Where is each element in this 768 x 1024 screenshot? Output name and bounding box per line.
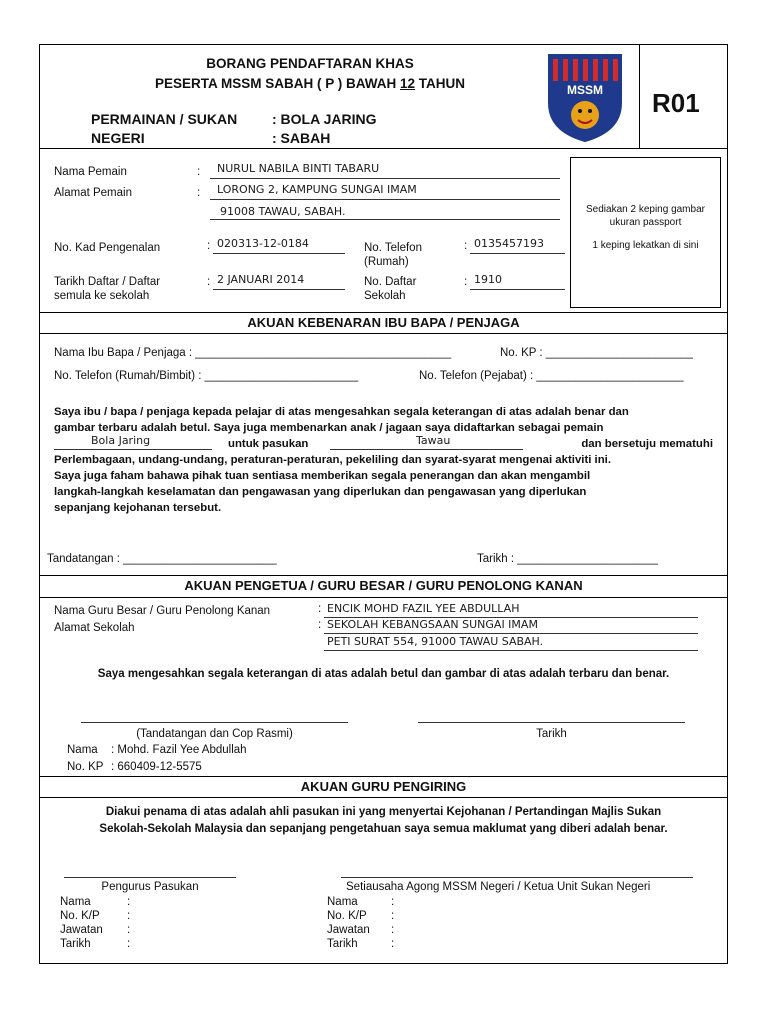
school-reg-label-2: Sekolah [364,290,406,302]
date-caption: Tarikh [536,728,567,740]
school-address-line1: SEKOLAH KEBANGSAAN SUNGAI IMAM [327,618,538,631]
underline [470,289,565,290]
photo-instruction-1: Sediakan 2 keping gambar [586,204,705,215]
player-address-label: Alamat Pemain [54,187,132,199]
declaration-line: Perlembagaan, undang-undang, peraturan-peraturan, pekeliling dan syarat-syarat mengenai aktiviti ini. [54,454,612,466]
school-reg-label: No. Daftar [364,276,417,288]
player-address-line1: LORONG 2, KAMPUNG SUNGAI IMAM [217,183,417,196]
subtitle-prefix: PESERTA MSSM SABAH ( P ) BAWAH [154,76,397,91]
field-label: Jawatan [327,924,370,936]
field-label: Nama [327,896,358,908]
colon: : [464,276,468,288]
field-label: Jawatan [60,924,103,936]
colon: : [127,938,131,950]
school-reg-value: 1910 [474,273,502,286]
parent-name-label: Nama Ibu Bapa / Penjaga : ________________________________________ [54,347,452,359]
colon: : [127,896,131,908]
signature-line [64,877,236,878]
game-label: PERMAINAN / SUKAN [91,111,238,127]
logo-text: MSSM [567,83,603,97]
subtitle-age: 12 [400,76,416,91]
ic-label: No. Kad Pengenalan [54,242,161,254]
section-divider [39,597,728,598]
field-label: Tarikh [60,938,91,950]
declaration-fill-line [54,436,713,452]
sport-fill: Bola Jaring [91,434,151,447]
colon: : [197,187,201,199]
section-divider [39,776,728,777]
player-name-value: NURUL NABILA BINTI TABARU [217,162,380,175]
photo-instruction-3: 1 keping lekatkan di sini [592,240,699,251]
colon: : [127,924,131,936]
photo-instruction-2: ukuran passport [609,217,682,228]
escort-section-title: AKUAN GURU PENGIRING [300,779,467,794]
underline [213,253,345,254]
colon: : [127,910,131,922]
principal-name-value: ENCIK MOHD FAZIL YEE ABDULLAH [327,602,520,615]
colon: : [318,603,322,615]
colon: : [318,619,322,631]
state-value: : SABAH [272,130,331,146]
reg-date-label-2: semula ke sekolah [54,290,150,302]
signature-line [81,722,348,723]
reg-date-label: Tarikh Daftar / Daftar [54,276,161,288]
form-subtitle [120,76,500,91]
section-divider [39,333,728,334]
colon: : [391,896,395,908]
principal-kp-value: : 660409-12-5575 [111,761,202,773]
field-label: No. K/P [60,910,100,922]
game-value: : BOLA JARING [272,111,377,127]
underline [210,199,560,200]
parent-section-title: AKUAN KEBENARAN IBU BAPA / PENJAGA [247,315,520,330]
team-manager-caption: Pengurus Pasukan [101,881,199,893]
section-divider [39,312,728,313]
section-divider [39,797,728,798]
school-address-line2: PETI SURAT 554, 91000 TAWAU SABAH. [327,635,544,648]
escort-statement-2: Sekolah-Sekolah Malaysia dan sepanjang pengetahuan saya semua maklumat yang diberi adalah benar. [99,823,668,835]
field-label: Nama [60,896,91,908]
underline [470,253,565,254]
parent-phone-label: No. Telefon (Rumah/Bimbit) : ________________________ [54,370,359,382]
declaration-line: gambar terbaru adalah betul. Saya juga membenarkan anak / jagaan saya didaftarkan sebagai pemain [54,422,604,434]
form-title: BORANG PENDAFTARAN KHAS [206,56,414,71]
colon: : [207,240,211,252]
code-divider [639,44,640,148]
reg-date-value: 2 JANUARI 2014 [217,273,305,286]
parent-signature-line: Tandatangan : ________________________ [47,553,277,565]
principal-kp-label: No. KP [67,761,104,773]
signature-line [341,877,693,878]
principal-section-title: AKUAN PENGETUA / GURU BESAR / GURU PENOLONG KANAN [184,578,583,593]
escort-statement-1: Diakui penama di atas adalah ahli pasukan ini yang menyertai Kejohanan / Pertandingan Majlis Sukan [105,806,662,818]
underline [213,289,345,290]
player-address-line2: 91008 TAWAU, SABAH. [220,205,346,218]
principal-nama-label: Nama [67,744,98,756]
declaration-line: Saya juga faham bahawa pihak tuan sentiasa memberikan segala penerangan dan akan mengambil [54,470,591,482]
principal-statement: Saya mengesahkan segala keterangan di atas adalah betul dan gambar di atas adalah terbaru dan benar. [97,668,670,680]
mssm-logo [547,53,623,143]
declaration-line: langkah-langkah keselamatan dan pengawasan yang diperlukan dan pengawasan yang diperlukan [54,486,587,498]
declaration-line: sepanjang kejohanan tersebut. [54,502,222,514]
principal-nama-value: : Mohd. Fazil Yee Abdullah [111,744,247,756]
form-code: R01 [652,88,700,118]
colon: : [391,924,395,936]
photo-box [570,157,721,308]
school-address-label: Alamat Sekolah [54,622,135,634]
colon: : [464,240,468,252]
underline [330,449,523,450]
declaration-text: untuk pasukan [228,438,309,450]
field-label: No. K/P [327,910,367,922]
parent-declaration [54,404,713,516]
underline [324,633,698,634]
team-fill: Tawau [416,434,451,447]
subtitle-suffix: TAHUN [418,76,466,91]
parent-kp-label: No. KP : _______________________ [500,347,693,359]
parent-office-phone-label: No. Telefon (Pejabat) : _______________________ [419,370,684,382]
section-divider [39,575,728,576]
colon: : [391,910,395,922]
underline [210,219,560,220]
declaration-line: Saya ibu / bapa / penjaga kepada pelajar di atas mengesahkan segala keterangan di atas adalah benar dan [54,406,629,418]
phone-value: 0135457193 [474,237,544,250]
colon: : [197,166,201,178]
underline [54,449,212,450]
field-label: Tarikh [327,938,358,950]
underline [324,650,698,651]
player-name-label: Nama Pemain [54,166,127,178]
state-label: NEGERI [91,130,145,146]
date-line [418,722,685,723]
state-secretary-caption: Setiausaha Agong MSSM Negeri / Ketua Unit Sukan Negeri [346,881,651,893]
phone-sub-label: (Rumah) [364,256,409,268]
colon: : [207,276,211,288]
phone-label: No. Telefon [364,242,422,254]
colon: : [391,938,395,950]
parent-date-line: Tarikh : ______________________ [477,553,658,565]
declaration-text: dan bersetuju mematuhi [581,438,713,450]
principal-name-label: Nama Guru Besar / Guru Penolong Kanan [54,605,271,617]
ic-value: 020313-12-0184 [217,237,309,250]
header-divider [39,148,728,149]
signature-caption: (Tandatangan dan Cop Rasmi) [136,728,293,740]
underline [210,178,560,179]
